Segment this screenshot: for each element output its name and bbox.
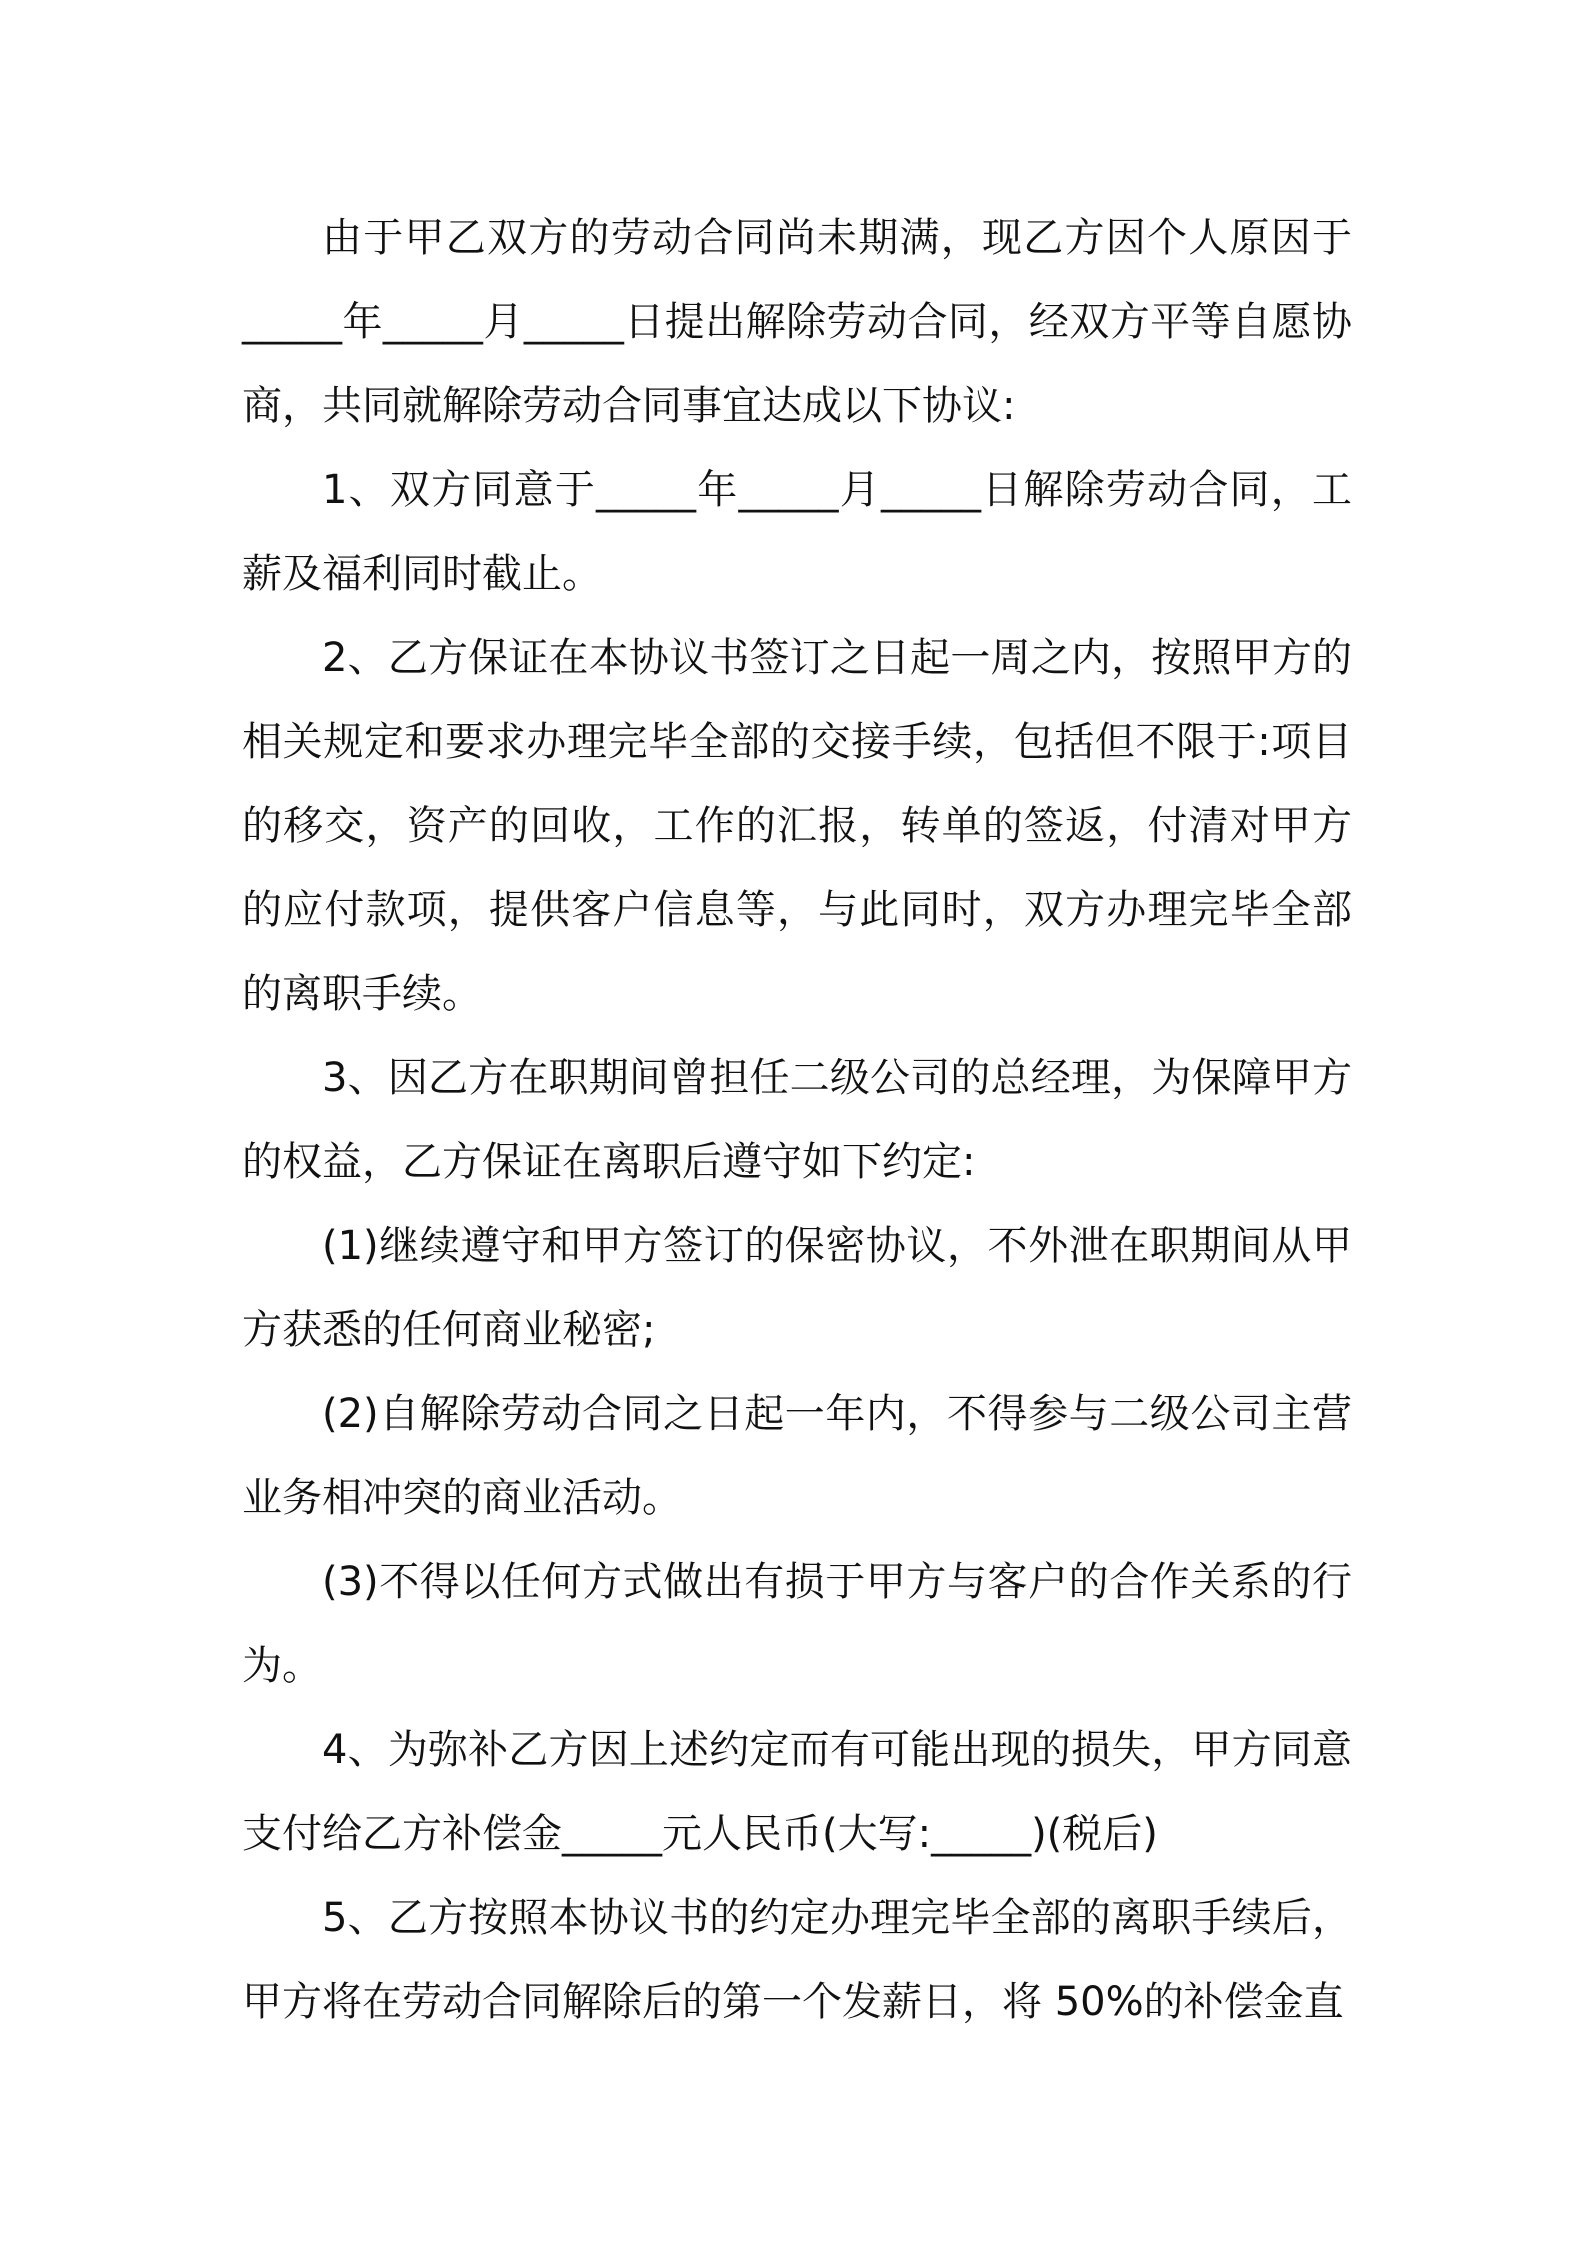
clause-3-item-2: (2)自解除劳动合同之日起一年内，不得参与二级公司主营业务相冲突的商业活动。 [242,1391,1352,1521]
clause-5: 5、乙方按照本协议书的约定办理完毕全部的离职手续后，甲方将在劳动合同解除后的第一个发薪日，将 50%的补偿金直 [242,1895,1352,2025]
clause-1: 1、双方同意于_____年_____月_____日解除劳动合同，工薪及福利同时截止。 [242,467,1352,597]
intro-paragraph: 由于甲乙双方的劳动合同尚未期满，现乙方因个人原因于_____年_____月_____日提出解除劳动合同，经双方平等自愿协商，共同就解除劳动合同事宜达成以下协议: [242,215,1352,429]
clause-3-item-3: (3)不得以任何方式做出有损于甲方与客户的合作关系的行为。 [242,1559,1352,1689]
clause-3-item-1: (1)继续遵守和甲方签订的保密协议，不外泄在职期间从甲方获悉的任何商业秘密; [242,1223,1352,1353]
clause-3: 3、因乙方在职期间曾担任二级公司的总经理，为保障甲方的权益，乙方保证在离职后遵守如下约定: [242,1055,1352,1185]
clause-4: 4、为弥补乙方因上述约定而有可能出现的损失，甲方同意支付给乙方补偿金_____元人民币(大写:_____)(税后) [242,1727,1352,1857]
clause-2: 2、乙方保证在本协议书签订之日起一周之内，按照甲方的相关规定和要求办理完毕全部的交接手续，包括但不限于:项目的移交，资产的回收，工作的汇报，转单的签返，付清对甲方的应付款项，提供客户信息等，与此同时，双方办理完毕全部的离职手续。 [242,635,1352,1017]
agreement-body [242,196,1352,2044]
